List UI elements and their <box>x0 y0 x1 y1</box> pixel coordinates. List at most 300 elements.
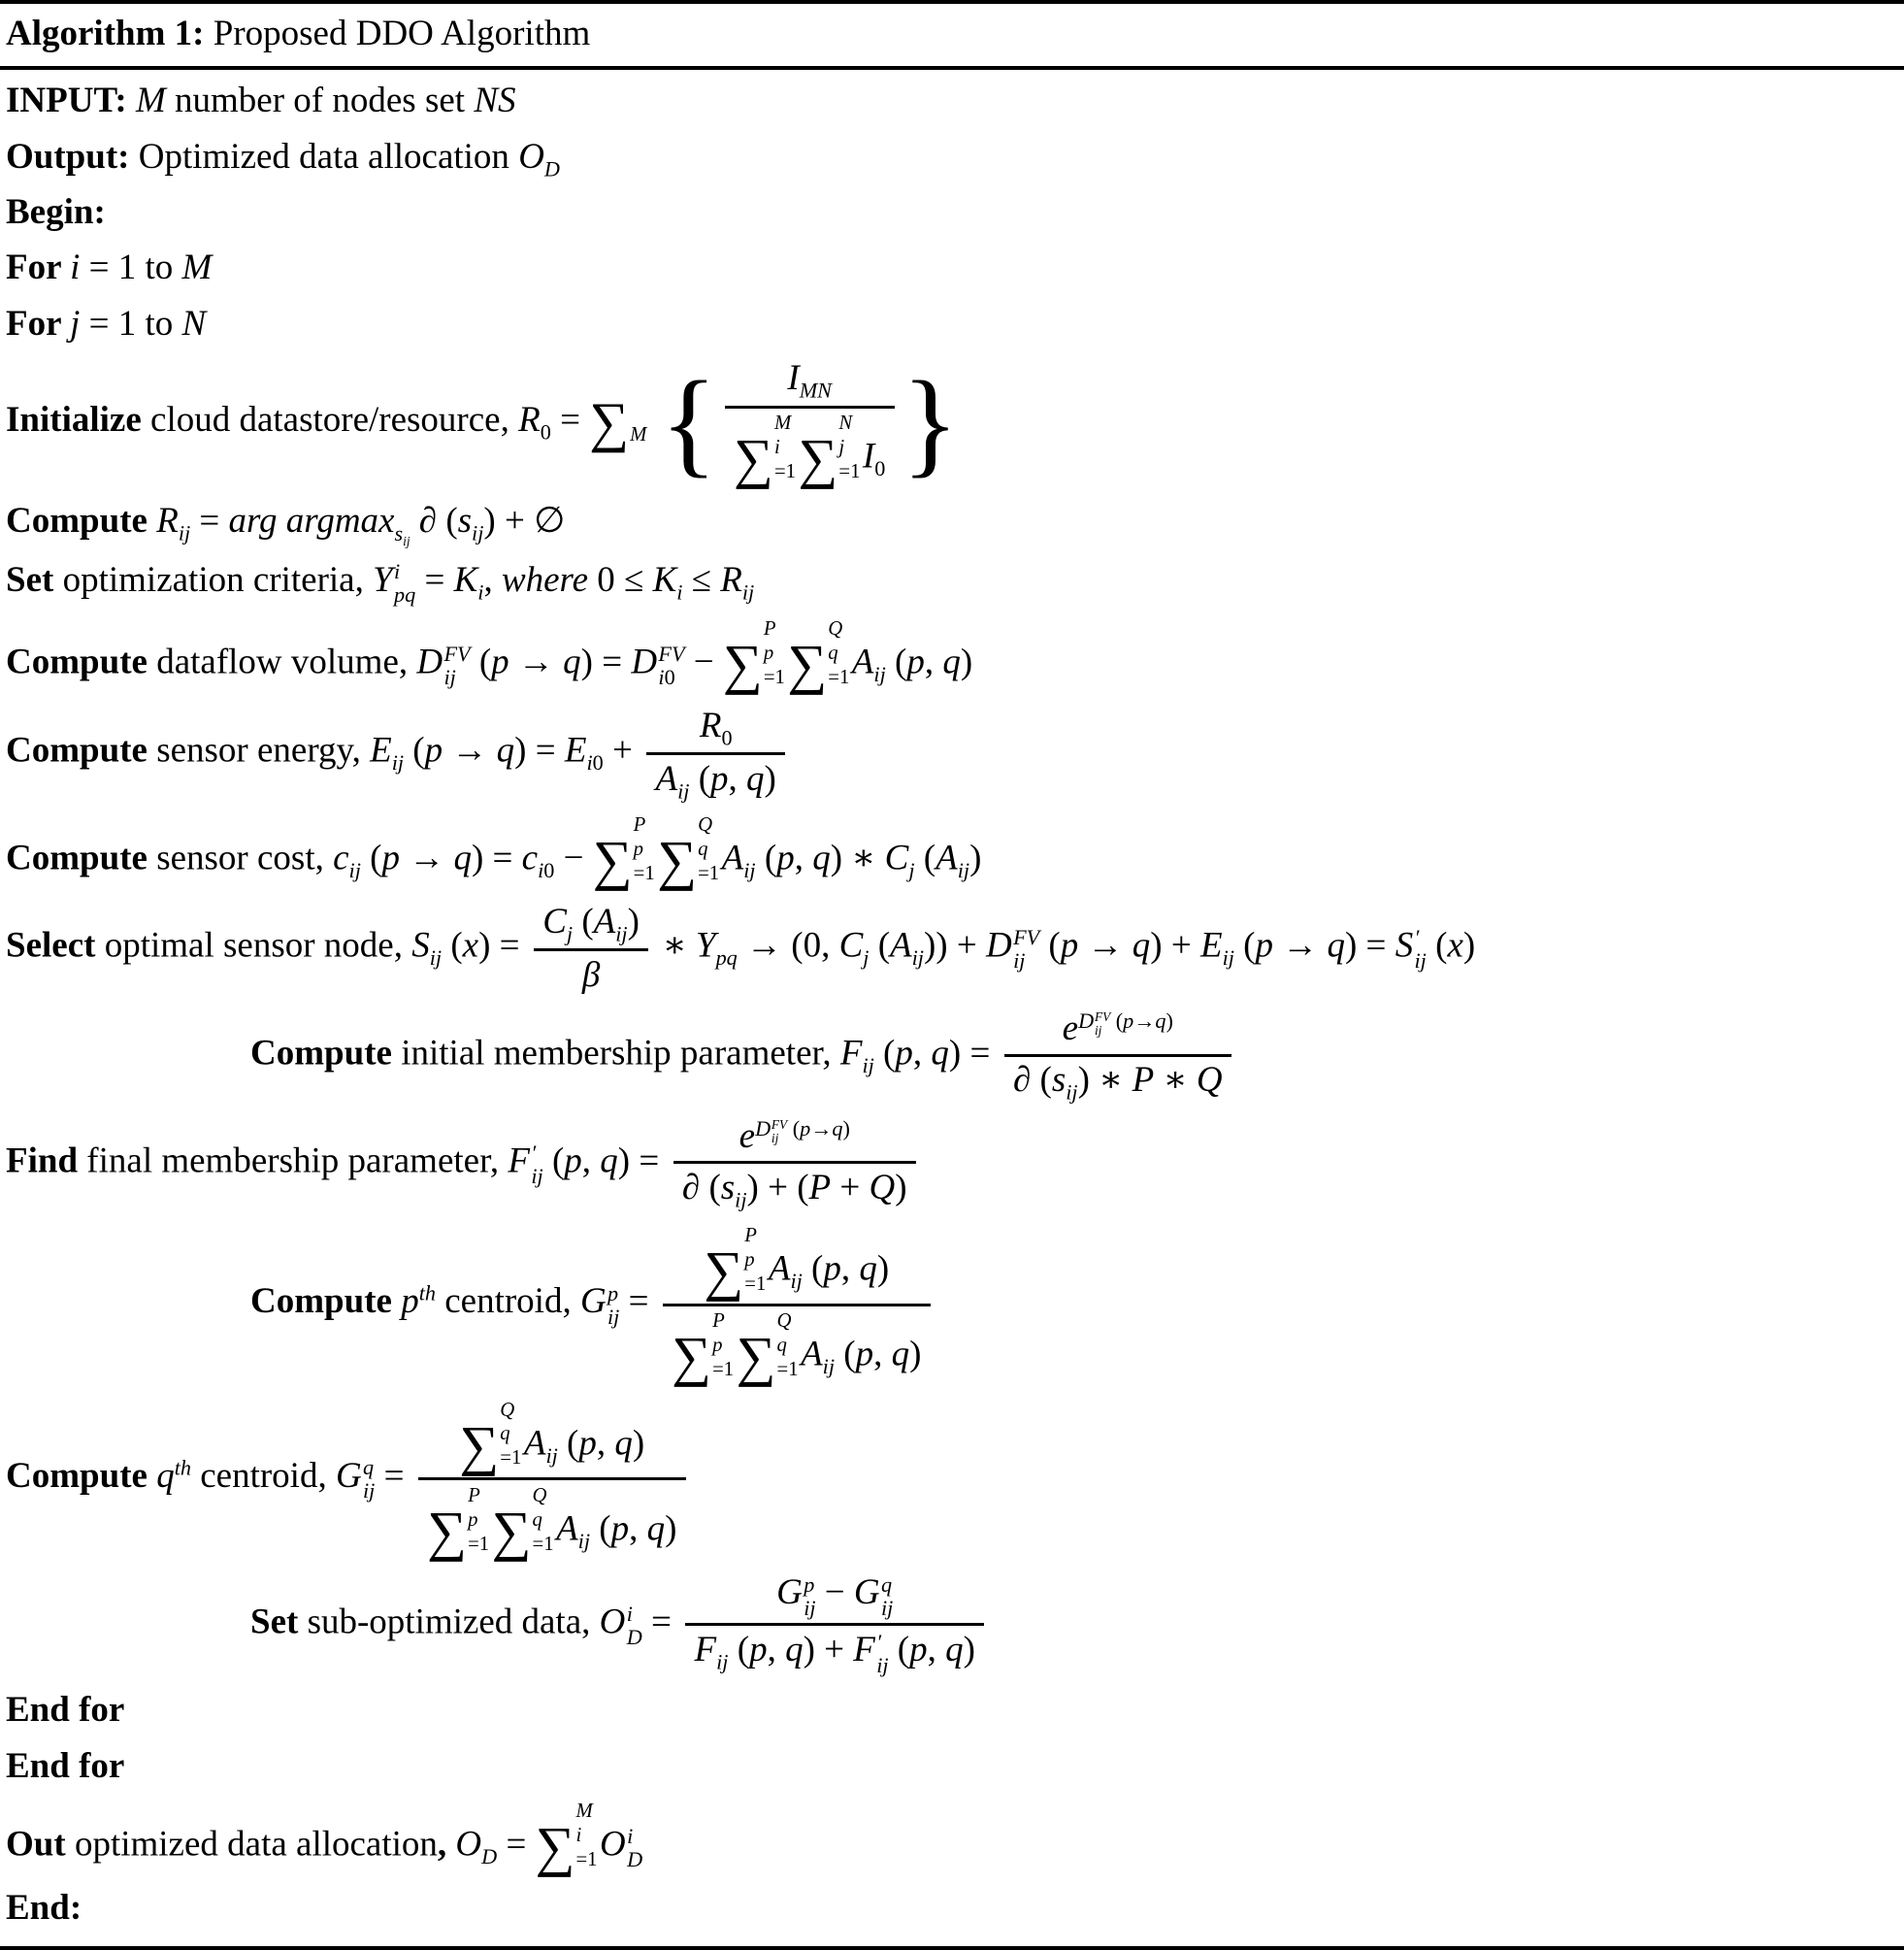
fraction-denominator <box>646 755 785 803</box>
sigma-symbol: ∑ <box>722 635 763 697</box>
math-text: 0 <box>664 665 675 690</box>
math-subscript <box>873 662 885 686</box>
math-superscript <box>531 1141 542 1165</box>
summation-upper <box>575 1800 597 1824</box>
math-variable: D <box>986 925 1012 966</box>
summation-lower <box>712 1334 734 1382</box>
math-text: , <box>840 1248 860 1289</box>
sigma-symbol: ∑ <box>427 1501 468 1563</box>
math-text: ij <box>443 665 456 690</box>
math-text: ) <box>969 838 982 878</box>
math-variable: N <box>181 303 207 344</box>
keyword: Compute <box>250 1281 402 1322</box>
summation-limits <box>712 1309 734 1382</box>
summation-upper <box>698 813 719 838</box>
math-text: ) <box>909 1334 922 1374</box>
math-subscript <box>716 1649 728 1673</box>
keyword: Compute <box>6 1455 157 1496</box>
math-text: ( <box>873 1033 896 1074</box>
summation-upper <box>712 1309 734 1334</box>
math-text: ′ <box>531 1140 537 1165</box>
sigma-symbol: ∑ <box>672 1327 712 1389</box>
summation-upper <box>838 412 860 436</box>
summation-limits <box>575 1800 597 1872</box>
math-text: 0 ≤ <box>588 559 653 600</box>
math-text: ij <box>178 520 191 545</box>
algo-line-compute-dataflow-line <box>6 614 1898 701</box>
keyword: Out <box>6 1824 75 1865</box>
math-variable: A <box>851 642 874 682</box>
math-supsub <box>627 1603 642 1649</box>
math-variable: p <box>909 1630 928 1670</box>
keyword: Begin: <box>6 192 106 233</box>
math-text: ij <box>403 533 410 548</box>
math-text: =1 <box>468 1533 490 1555</box>
math-variable: e <box>1062 1008 1079 1049</box>
math-text: ij <box>876 1652 889 1677</box>
math-text: ( <box>542 1140 565 1181</box>
math-subscript <box>721 725 732 749</box>
math-text: )) + <box>923 925 986 966</box>
math-variable: e <box>739 1116 756 1157</box>
curly-brace: { <box>660 356 718 488</box>
math-text: P <box>633 814 646 837</box>
math-subscript <box>800 379 832 403</box>
math-text: ′ <box>876 1629 882 1654</box>
math-text: ) <box>1165 1008 1173 1034</box>
math-text: ( <box>1039 925 1061 966</box>
math-text: , <box>728 758 747 799</box>
math-supsub <box>876 1631 888 1677</box>
math-text: Q <box>532 1484 547 1506</box>
math-text: , <box>873 1334 892 1374</box>
sigma-symbol: ∑ <box>787 635 828 697</box>
math-variable: q <box>832 1116 843 1140</box>
math-text: ∂ ( <box>681 1168 721 1208</box>
math-text: ∗ <box>1154 1060 1197 1101</box>
algo-line-compute-q-centroid-line <box>6 1394 1898 1569</box>
math-variable: q <box>746 758 765 799</box>
math-text: optimized data allocation <box>74 1824 438 1865</box>
math-text: ) = <box>617 1140 669 1181</box>
sigma-symbol: ∑ <box>734 429 773 491</box>
math-text: ) + <box>803 1630 854 1670</box>
math-text: ij <box>771 1130 779 1145</box>
math-subscript <box>443 666 470 689</box>
math-text: ( <box>404 730 425 771</box>
math-text: ) <box>665 1508 677 1549</box>
math-text: ( <box>1426 925 1448 966</box>
math-text: ) <box>1462 925 1476 966</box>
math-text: Q <box>500 1399 515 1421</box>
keyword: Compute <box>6 838 157 878</box>
math-subscript <box>716 945 738 970</box>
math-variable: q <box>1327 925 1345 966</box>
math-variable: O <box>599 1601 626 1641</box>
summation-lower <box>774 436 796 484</box>
math-text: ij <box>1414 948 1427 974</box>
math-text: ij <box>741 579 755 605</box>
math-text: + <box>603 730 642 771</box>
math-text: i <box>627 1823 634 1848</box>
algo-line-compute-rij-line <box>6 496 1898 555</box>
summation <box>459 1399 523 1477</box>
math-text: FV <box>771 1116 788 1132</box>
math-superscript <box>755 1116 850 1145</box>
algo-line-select-node-line <box>6 897 1898 1005</box>
math-subscript <box>403 534 410 548</box>
sigma-symbol: ∑ <box>798 429 838 491</box>
math-text: ) <box>627 901 640 942</box>
math-text: q <box>532 1508 542 1531</box>
fraction-numerator <box>685 1571 984 1627</box>
math-text: ij <box>911 945 924 971</box>
math-text: p <box>744 1248 755 1271</box>
math-text: optimization criteria, <box>62 559 374 600</box>
summation-lower <box>698 838 719 886</box>
math-text: → <box>1133 1008 1156 1034</box>
summation-lower <box>764 642 785 690</box>
math-variable: p <box>1255 925 1273 966</box>
math-text: ) <box>960 642 973 682</box>
math-text: i <box>575 1824 582 1846</box>
keyword: Select <box>6 925 105 966</box>
math-text: MN <box>799 378 832 403</box>
math-subscript <box>881 1597 893 1620</box>
math-variable: q <box>785 1630 804 1670</box>
summation <box>736 1309 801 1389</box>
sigma-symbol: ∑ <box>491 1501 532 1563</box>
algo-line-end-line <box>6 1883 1898 1938</box>
math-text: ( <box>442 925 463 966</box>
math-variable: p <box>906 642 925 682</box>
math-variable: M <box>135 81 166 121</box>
math-text: M <box>773 413 792 435</box>
algo-line-end-for-line-2 <box>6 1741 1898 1797</box>
summation <box>535 1800 600 1878</box>
math-variable: q <box>563 642 581 682</box>
summation-limits <box>698 813 719 886</box>
keyword: , <box>437 1824 456 1865</box>
math-superscript <box>627 1825 642 1848</box>
sigma-symbol: ∑ <box>459 1415 500 1477</box>
math-text: pq <box>715 945 738 971</box>
fraction-denominator <box>418 1480 686 1563</box>
math-text: D <box>627 1846 643 1871</box>
math-subscript <box>874 456 885 480</box>
math-text: ) ∗ <box>830 838 885 878</box>
math-text: 0 <box>721 725 733 750</box>
math-text: = <box>497 1824 536 1865</box>
math-text: ij <box>545 1442 558 1468</box>
math-subscript <box>541 419 551 444</box>
math-text: ) = <box>1344 925 1395 966</box>
math-text: =1 <box>828 667 850 689</box>
keyword: End for <box>6 1745 125 1786</box>
math-text: , <box>483 559 502 600</box>
math-text: ij <box>348 858 361 882</box>
fraction-numerator <box>725 357 895 409</box>
math-variable: q <box>614 1422 633 1463</box>
math-subscript <box>363 1479 375 1503</box>
math-text: q <box>500 1423 510 1445</box>
math-variable: A <box>768 1248 791 1289</box>
math-text: ij <box>862 1052 874 1077</box>
keyword: Initialize <box>6 399 151 440</box>
math-text: , <box>767 1630 786 1670</box>
math-variable: P <box>1132 1060 1155 1101</box>
math-subscript <box>804 1597 815 1620</box>
math-superscript <box>1415 926 1427 949</box>
math-variable: G <box>335 1455 362 1496</box>
keyword: Output: <box>6 136 139 177</box>
math-variable: F <box>508 1140 531 1181</box>
math-text: = <box>190 501 229 542</box>
math-supsub <box>363 1456 375 1503</box>
algo-line-compute-p-centroid-line <box>6 1219 1898 1394</box>
math-variable: D <box>416 642 443 682</box>
math-supsub <box>607 1282 619 1329</box>
math-variable: x <box>1447 925 1463 966</box>
fraction-numerator <box>1004 1008 1231 1057</box>
summation-limits <box>828 617 849 690</box>
math-text: ( <box>885 642 907 682</box>
math-text: ( <box>914 838 936 878</box>
math-text: , <box>794 838 813 878</box>
math-superscript <box>1013 926 1039 949</box>
math-text: optimal sensor node, <box>104 925 412 966</box>
math-variable: p <box>855 1334 874 1374</box>
math-superscript <box>607 1282 619 1306</box>
math-superscript <box>419 1281 436 1306</box>
summation <box>589 392 649 454</box>
math-supsub <box>804 1573 815 1620</box>
math-variable: NS <box>474 81 516 121</box>
math-text: − <box>684 642 723 682</box>
math-variable: I <box>787 358 800 399</box>
math-subscript <box>677 778 689 803</box>
math-subscript <box>862 1053 873 1077</box>
math-subscript <box>607 1306 619 1329</box>
math-text: ) <box>963 1630 975 1670</box>
summation-lower <box>575 1824 597 1872</box>
math-variable: p <box>381 838 400 878</box>
math-text: = 1 to <box>80 248 182 288</box>
math-text: = 1 to <box>80 303 182 344</box>
math-variable: s <box>457 501 473 542</box>
math-variable: E <box>1199 925 1223 966</box>
math-variable: Y <box>696 925 716 966</box>
math-text: ij <box>1094 1023 1102 1039</box>
summation-lower <box>630 423 646 447</box>
summation-lower <box>500 1422 521 1471</box>
math-subscript <box>349 858 361 882</box>
math-subscript <box>472 521 483 545</box>
math-text: → <box>443 730 497 771</box>
math-text: i <box>676 579 683 605</box>
math-text: ij <box>607 1304 620 1329</box>
math-variable: where <box>501 559 588 600</box>
math-text: → <box>1272 925 1328 966</box>
math-supsub <box>443 643 470 689</box>
summation-lower <box>744 1248 766 1297</box>
math-variable: p <box>1123 1008 1134 1034</box>
sigma-symbol: ∑ <box>589 392 630 454</box>
math-text: D <box>481 1843 498 1868</box>
math-text: 0 <box>592 750 604 776</box>
math-text: sensor energy, <box>156 730 371 771</box>
math-text: , <box>596 1422 615 1463</box>
math-text: ( <box>1110 1008 1124 1034</box>
math-text: = <box>641 1601 681 1641</box>
math-text: th <box>418 1281 436 1306</box>
math-variable: i <box>70 248 81 288</box>
summation <box>734 412 798 491</box>
math-superscript <box>175 1456 191 1480</box>
math-variable: β <box>581 954 601 995</box>
math-text: P <box>744 1224 757 1246</box>
keyword: End: <box>6 1887 82 1928</box>
math-subscript <box>544 156 560 181</box>
math-text: p <box>712 1335 723 1357</box>
fraction-denominator <box>725 409 895 491</box>
bottom-rule <box>0 1946 1904 1950</box>
summation-upper <box>828 617 849 642</box>
math-variable: p <box>749 1630 768 1670</box>
math-text: centroid, <box>435 1281 580 1322</box>
fraction-denominator <box>534 951 648 997</box>
keyword: Find <box>6 1140 87 1181</box>
math-text: ij <box>957 858 970 882</box>
math-text: i <box>773 437 780 459</box>
math-fraction <box>663 1222 931 1389</box>
math-subscript <box>615 921 627 945</box>
keyword: Compute <box>250 1033 402 1074</box>
math-supsub <box>881 1573 893 1620</box>
math-text: ) <box>842 1116 850 1140</box>
math-text: p <box>468 1508 478 1531</box>
math-text: → (0, <box>737 925 839 966</box>
math-text: ( <box>869 925 891 966</box>
math-text: ) + <box>1150 925 1200 966</box>
math-text: pq <box>394 582 416 608</box>
math-variable: O <box>455 1824 482 1865</box>
math-text: centroid, <box>190 1455 336 1496</box>
math-superscript <box>876 1631 888 1654</box>
math-text: ∂ ( <box>410 501 458 542</box>
math-subscript <box>1066 1080 1077 1105</box>
math-text: cloud datastore/resource, <box>150 399 519 440</box>
math-supsub <box>658 643 684 689</box>
math-text: i <box>477 579 484 605</box>
math-fraction <box>673 1115 916 1212</box>
math-supsub <box>771 1118 787 1146</box>
math-text: → <box>1078 925 1133 966</box>
math-text: → <box>399 838 454 878</box>
math-subscript <box>742 579 754 604</box>
math-variable: q <box>496 730 515 771</box>
sigma-symbol: ∑ <box>592 830 633 892</box>
math-text: ( <box>755 838 777 878</box>
math-text: sub-optimized data, <box>307 1601 600 1641</box>
summation-limits <box>634 813 655 886</box>
math-text: j <box>566 921 574 946</box>
math-text: dataflow volume, <box>156 642 417 682</box>
math-variable: p <box>1060 925 1079 966</box>
math-variable: I <box>862 436 875 477</box>
algo-line-initialize-line <box>6 354 1898 496</box>
summation-lower <box>777 1334 799 1382</box>
summation-limits <box>744 1224 766 1297</box>
math-supsub <box>394 560 415 607</box>
math-text: ) = <box>580 642 632 682</box>
keyword: Compute <box>6 642 157 682</box>
math-variable: F <box>839 1033 863 1074</box>
math-variable: p <box>895 1033 913 1074</box>
math-variable: p <box>800 1116 811 1140</box>
math-text: Q <box>776 1310 792 1333</box>
math-text: ij <box>716 1649 729 1674</box>
math-text <box>649 400 658 440</box>
math-text: ij <box>472 520 484 545</box>
math-variable: M <box>181 248 213 288</box>
math-text: number of nodes set <box>165 81 475 121</box>
summation-lower <box>468 1508 489 1557</box>
summation <box>704 1224 768 1303</box>
math-text: ij <box>873 662 886 687</box>
math-subscript <box>823 1354 835 1378</box>
sigma-symbol: ∑ <box>736 1327 776 1389</box>
math-variable: A <box>556 1508 578 1549</box>
math-variable: q <box>1155 1008 1166 1034</box>
math-text: q <box>828 643 838 665</box>
math-text: q <box>880 1571 893 1597</box>
math-text: P <box>468 1484 480 1506</box>
math-text: = <box>550 399 590 440</box>
keyword: For <box>6 303 71 344</box>
math-variable: s <box>720 1168 736 1208</box>
math-text: ( <box>689 758 711 799</box>
keyword: For <box>6 248 71 288</box>
math-variable: q <box>156 1455 175 1496</box>
math-text: j <box>838 437 845 459</box>
math-variable: A <box>721 838 744 878</box>
fraction-numerator <box>673 1115 916 1165</box>
math-subscript <box>545 1442 557 1467</box>
math-subscript <box>179 521 190 545</box>
math-text: p <box>607 1280 619 1306</box>
fraction-numerator <box>418 1397 686 1480</box>
math-subscript <box>1415 949 1427 973</box>
summation-upper <box>764 617 785 642</box>
math-text: M <box>630 424 647 446</box>
math-variable: G <box>579 1281 607 1322</box>
math-superscript <box>627 1603 642 1626</box>
math-text: ( <box>557 1422 579 1463</box>
math-variable: P <box>808 1168 832 1208</box>
math-text: =1 <box>575 1848 598 1870</box>
math-text: ) = <box>478 925 529 966</box>
math-variable: A <box>523 1422 546 1463</box>
math-text: 0 <box>543 858 555 882</box>
math-text: ij <box>1066 1079 1078 1105</box>
algo-line-compute-energy-line <box>6 701 1898 810</box>
math-text: 0 <box>540 419 551 445</box>
math-variable: p <box>564 1140 582 1181</box>
math-text: ( <box>360 838 382 878</box>
math-subscript <box>658 666 684 689</box>
math-text: ij <box>1222 945 1234 971</box>
